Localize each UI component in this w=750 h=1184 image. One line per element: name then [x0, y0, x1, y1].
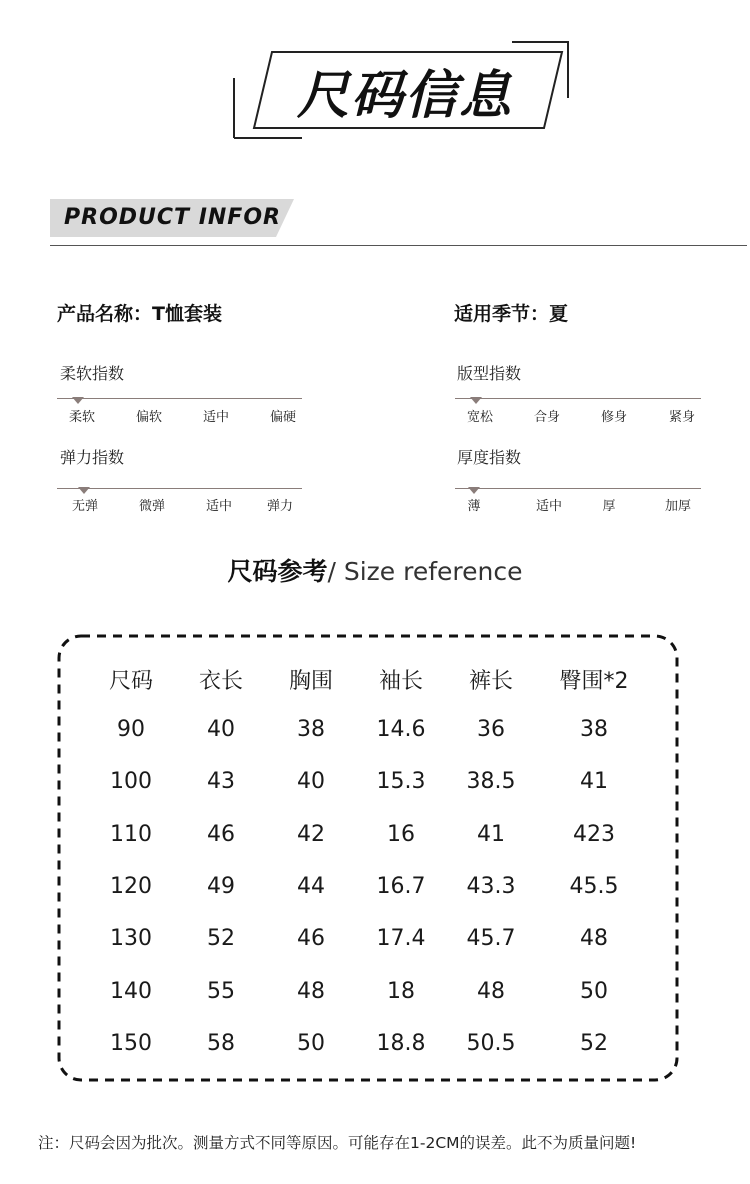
table-header-cell: 臀围*2	[559, 669, 629, 694]
index-option: 合身	[533, 410, 561, 425]
table-cell: 18	[387, 978, 415, 1004]
index-option: 宽松	[466, 410, 494, 425]
index-track	[455, 398, 701, 399]
product-infor-banner	[50, 199, 294, 237]
table-cell: 423	[573, 821, 615, 847]
table-cell: 46	[297, 926, 325, 952]
table-header-cell: 袖长	[378, 669, 423, 694]
index-option: 微弹	[138, 499, 166, 514]
table-cell: 45.7	[466, 926, 516, 952]
table-cell: 17.4	[376, 926, 426, 952]
table-cell: 90	[117, 717, 145, 742]
index-option: 适中	[205, 499, 233, 514]
index-track	[57, 398, 302, 399]
index-title: 弹力指数	[60, 448, 125, 467]
index-marker	[78, 487, 90, 494]
index-option: 适中	[202, 410, 230, 425]
index-option: 修身	[600, 410, 628, 425]
product-name: 产品名称：T恤套装	[57, 303, 222, 325]
index-marker	[72, 397, 84, 404]
table-cell: 52	[580, 1030, 608, 1056]
index-marker	[468, 487, 480, 494]
table-header-cell: 衣长	[198, 669, 243, 694]
table-cell: 41	[580, 769, 608, 795]
table-cell: 38	[580, 717, 608, 742]
index-option: 无弹	[71, 499, 99, 514]
footnote: 注：尺码会因为批次。测量方式不同等原因。可能存在1-2CM的误差。此不为质量问题!	[38, 1134, 637, 1152]
table-cell: 40	[207, 717, 235, 742]
table-cell: 150	[110, 1030, 152, 1056]
table-cell: 16.7	[376, 873, 426, 899]
table-header-cell: 胸围	[288, 669, 333, 694]
index-title: 版型指数	[457, 364, 522, 383]
table-cell: 48	[477, 978, 505, 1004]
index-option: 偏硬	[269, 410, 297, 425]
page-title: 尺码信息	[296, 65, 513, 126]
table-cell: 50.5	[466, 1030, 516, 1056]
table-cell: 42	[297, 821, 325, 847]
table-cell: 43	[207, 769, 235, 795]
table-cell: 16	[387, 821, 415, 847]
index-option: 紧身	[668, 410, 696, 425]
banner-divider	[50, 245, 747, 246]
index-marker	[470, 397, 482, 404]
banner-title: PRODUCT INFOR	[64, 205, 281, 230]
table-cell: 120	[110, 873, 152, 899]
table-cell: 100	[110, 769, 152, 795]
table-cell: 48	[297, 978, 325, 1004]
table-cell: 52	[207, 926, 235, 952]
table-cell: 50	[580, 978, 608, 1004]
index-option: 薄	[467, 499, 481, 514]
table-cell: 130	[110, 926, 152, 952]
index-option: 弹力	[266, 499, 294, 514]
title-block	[232, 38, 572, 142]
table-cell: 44	[297, 873, 325, 899]
table-header-cell: 尺码	[108, 669, 153, 694]
index-option: 柔软	[68, 410, 96, 425]
table-cell: 50	[297, 1030, 325, 1056]
size-reference-zh: 尺码参考	[227, 557, 328, 586]
table-cell: 110	[110, 821, 152, 847]
index-track	[57, 488, 302, 489]
season: 适用季节：夏	[454, 303, 569, 325]
table-cell: 48	[580, 926, 608, 952]
index-title: 柔软指数	[60, 364, 125, 383]
table-header-cell: 裤长	[468, 669, 513, 694]
table-cell: 15.3	[376, 769, 426, 795]
table-cell: 38.5	[466, 769, 516, 795]
table-cell: 38	[297, 717, 325, 742]
index-option: 加厚	[664, 499, 692, 514]
table-cell: 55	[207, 978, 235, 1004]
table-cell: 45.5	[569, 873, 619, 899]
table-cell: 18.8	[376, 1030, 426, 1056]
table-cell: 43.3	[466, 873, 516, 899]
table-cell: 14.6	[376, 717, 426, 742]
index-option: 厚	[602, 499, 616, 514]
index-track	[455, 488, 701, 489]
table-cell: 49	[207, 873, 235, 899]
index-title: 厚度指数	[457, 448, 522, 467]
table-cell: 58	[207, 1030, 235, 1056]
index-option: 适中	[535, 499, 563, 514]
table-cell: 36	[477, 717, 505, 742]
table-cell: 41	[477, 821, 505, 847]
table-cell: 46	[207, 821, 235, 847]
size-table	[57, 634, 679, 1082]
index-option: 偏软	[135, 410, 163, 425]
table-cell: 140	[110, 978, 152, 1004]
size-reference-heading	[0, 552, 750, 588]
size-table-border	[57, 634, 679, 1082]
table-cell: 40	[297, 769, 325, 795]
size-reference-en: / Size reference	[327, 557, 523, 586]
